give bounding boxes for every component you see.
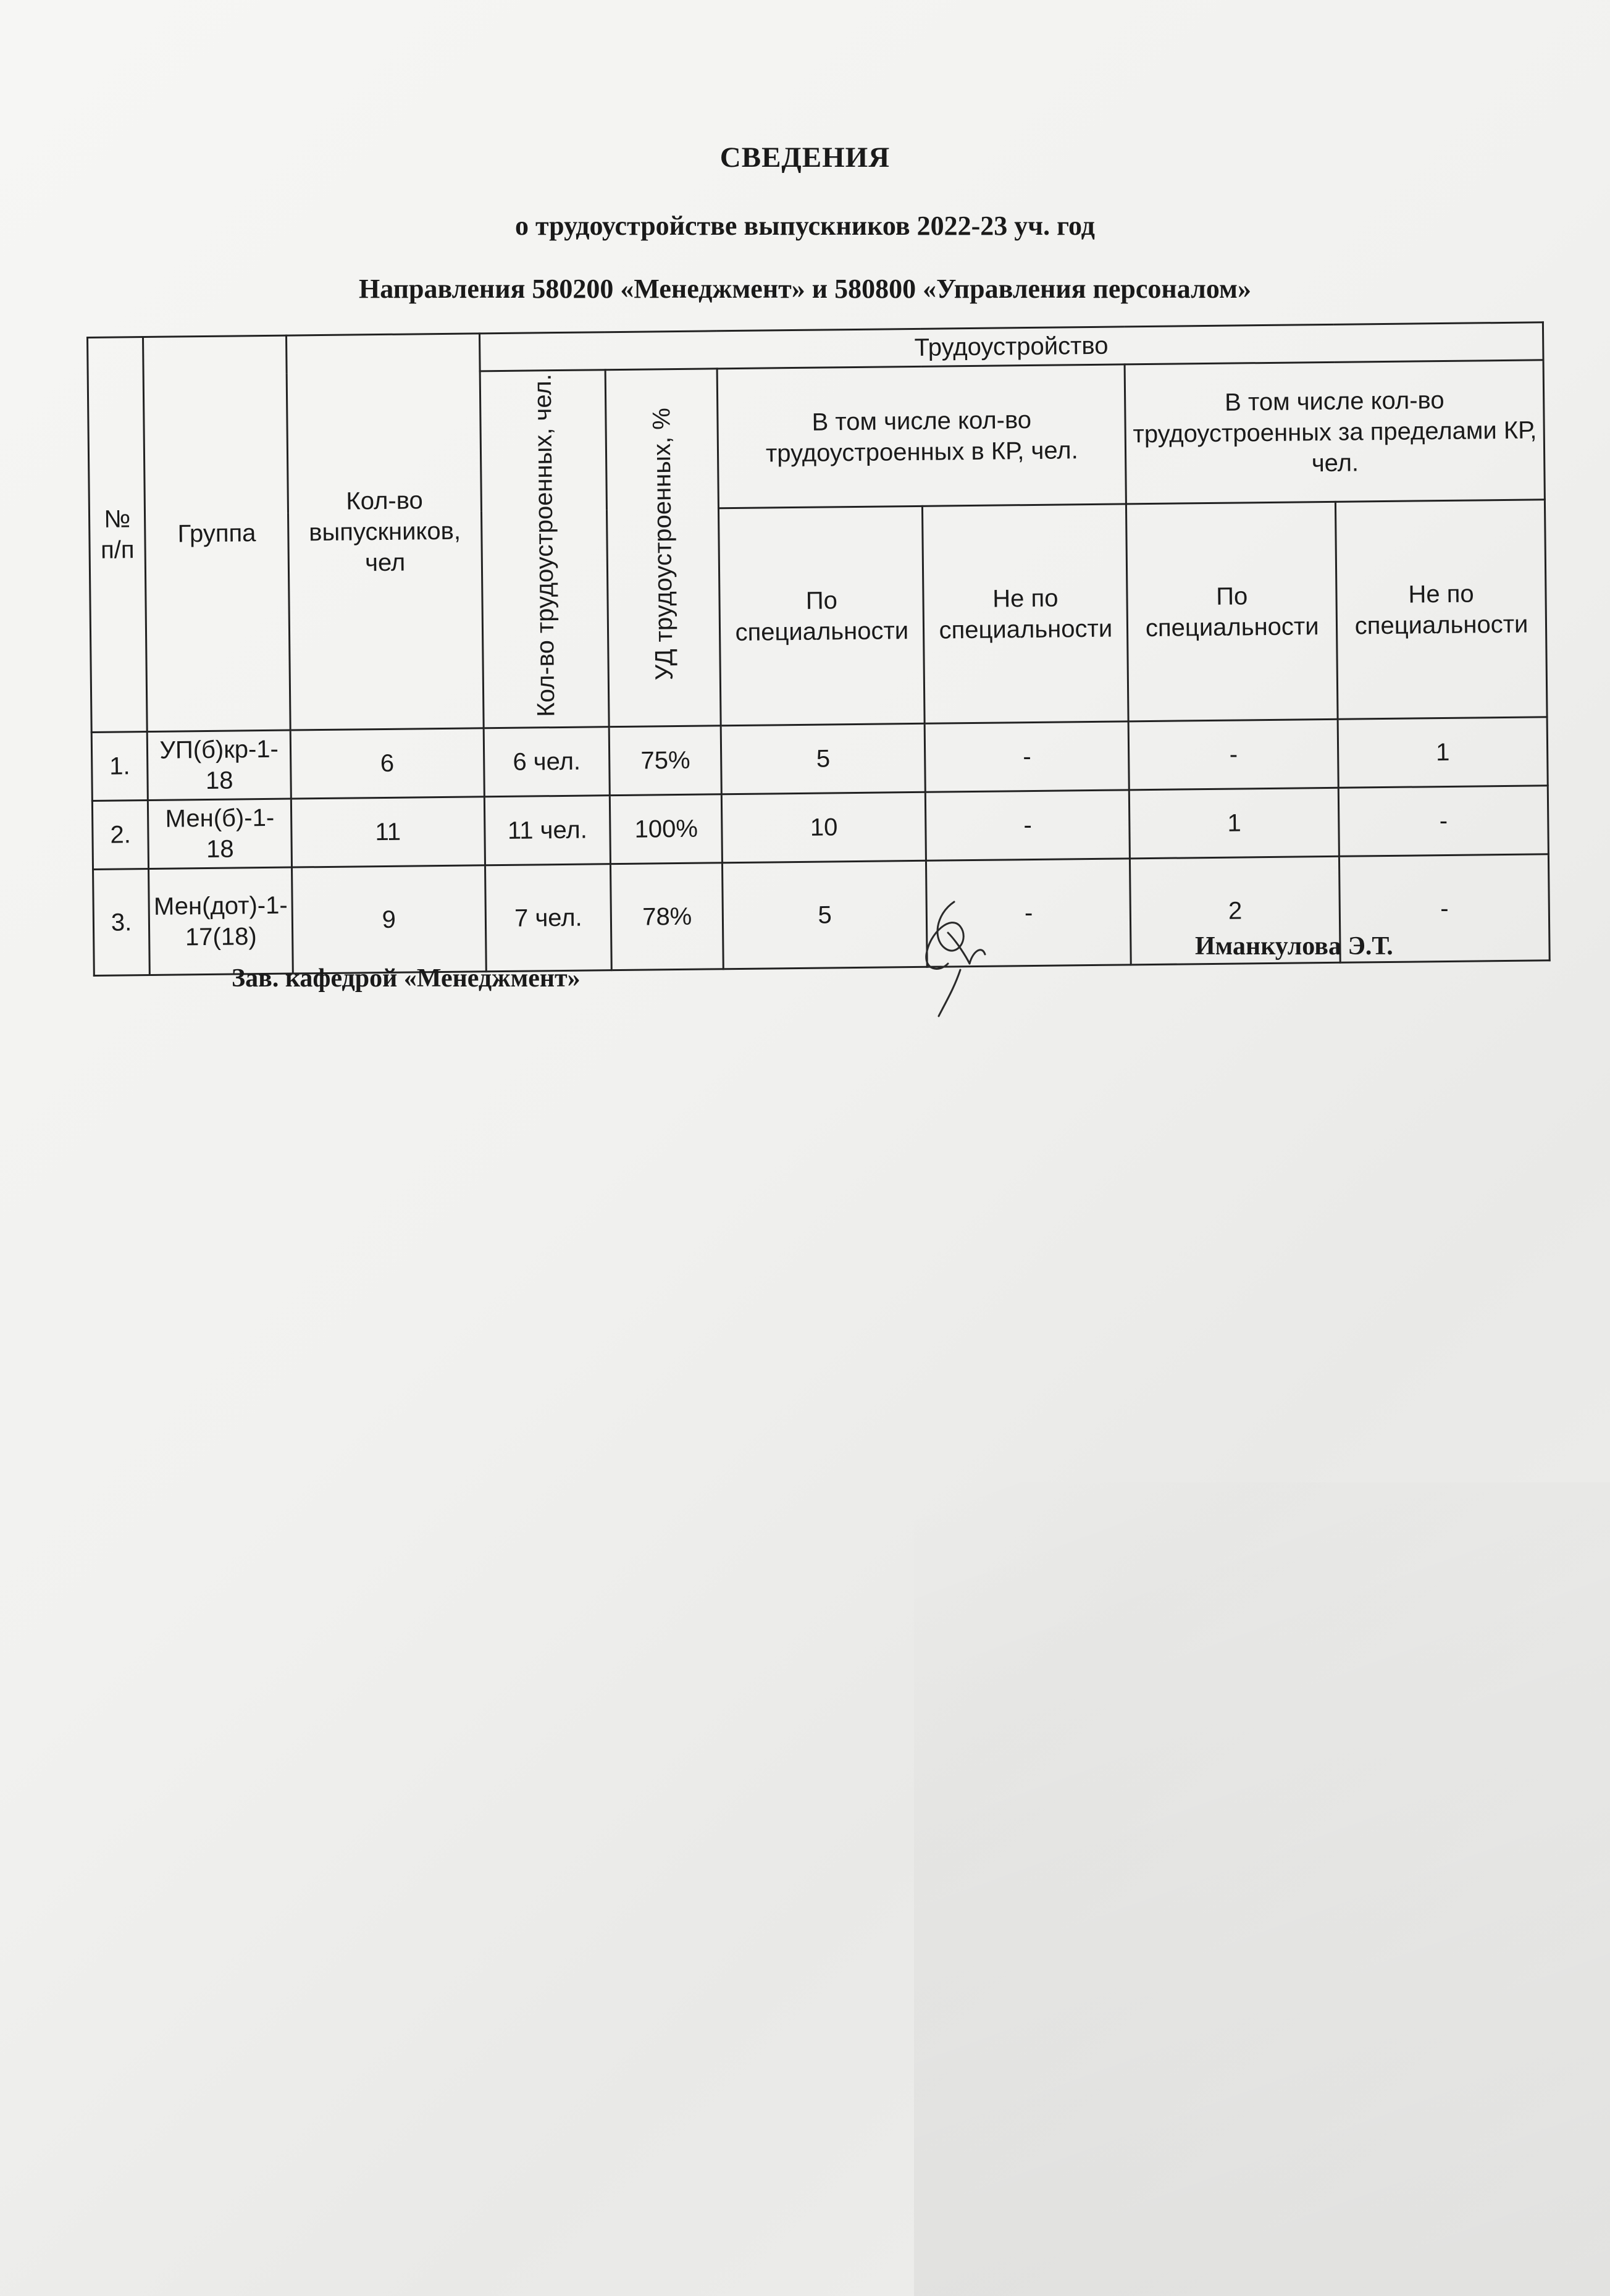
cell-employed: 7 чел. xyxy=(485,864,612,972)
cell-out-nonspec: - xyxy=(1340,854,1550,963)
cell-kr-nonspec: - xyxy=(926,859,1131,967)
cell-group: УП(б)кр-1-18 xyxy=(148,730,291,800)
cell-out-spec: - xyxy=(1128,720,1338,791)
cell-graduates: 9 xyxy=(292,865,486,973)
employment-table xyxy=(86,321,1551,977)
cell-group: Мен(б)-1-18 xyxy=(148,799,292,868)
header-in-kr-nonspec: Не по специальности xyxy=(923,504,1129,724)
cell-share: 100% xyxy=(610,794,723,864)
cell-kr-spec: 5 xyxy=(723,861,928,969)
header-employed-count: Кол-во трудоустроенных, чел. xyxy=(480,370,610,728)
signature-icon xyxy=(911,896,997,1019)
cell-employed: 6 чел. xyxy=(484,727,610,797)
footer-name: Иманкулова Э.Т. xyxy=(1195,932,1393,961)
cell-num: 2. xyxy=(92,801,149,870)
header-in-kr: В том числе кол-во трудоустроенных в КР, чел. xyxy=(717,364,1126,508)
cell-graduates: 6 xyxy=(290,728,484,799)
cell-group: Мен(дот)-1-17(18) xyxy=(149,867,293,975)
cell-employed: 11 чел. xyxy=(484,796,611,865)
header-group: Группа xyxy=(143,335,290,732)
cell-kr-nonspec: - xyxy=(924,721,1129,792)
header-out-kr-spec: По специальности xyxy=(1126,502,1338,721)
cell-share: 78% xyxy=(611,863,724,970)
cell-out-nonspec: - xyxy=(1338,786,1548,857)
cell-out-nonspec: 1 xyxy=(1338,717,1548,788)
document-direction: Направления 580200 «Менеджмент» и 580800 «Управления персоналом» xyxy=(359,274,1251,304)
document-subtitle: о трудоустройстве выпускников 2022-23 уч. год xyxy=(515,211,1095,241)
cell-out-spec: 2 xyxy=(1130,857,1341,965)
document-title: СВЕДЕНИЯ xyxy=(719,141,891,174)
footer-position: Зав. кафедрой «Менеджмент» xyxy=(232,964,581,993)
cell-kr-spec: 5 xyxy=(721,724,925,794)
header-employed-share: УД трудоустроенных, % xyxy=(605,369,721,727)
cell-share: 75% xyxy=(610,726,722,796)
header-employment: Трудоустройство xyxy=(479,322,1543,371)
cell-kr-nonspec: - xyxy=(926,790,1130,860)
cell-graduates: 11 xyxy=(291,797,485,867)
cell-kr-spec: 10 xyxy=(722,793,926,863)
cell-num: 3. xyxy=(93,869,150,976)
header-in-kr-spec: По специальности xyxy=(719,506,925,726)
header-out-kr-nonspec: Не по специальности xyxy=(1336,500,1548,720)
cell-num: 1. xyxy=(91,732,148,801)
cell-out-spec: 1 xyxy=(1130,788,1340,859)
header-num: № п/п xyxy=(88,337,148,733)
header-graduates: Кол-во выпускников, чел xyxy=(287,334,484,731)
header-outside-kr: В том числе кол-во трудоустроенных за пределами КР, чел. xyxy=(1125,360,1545,504)
